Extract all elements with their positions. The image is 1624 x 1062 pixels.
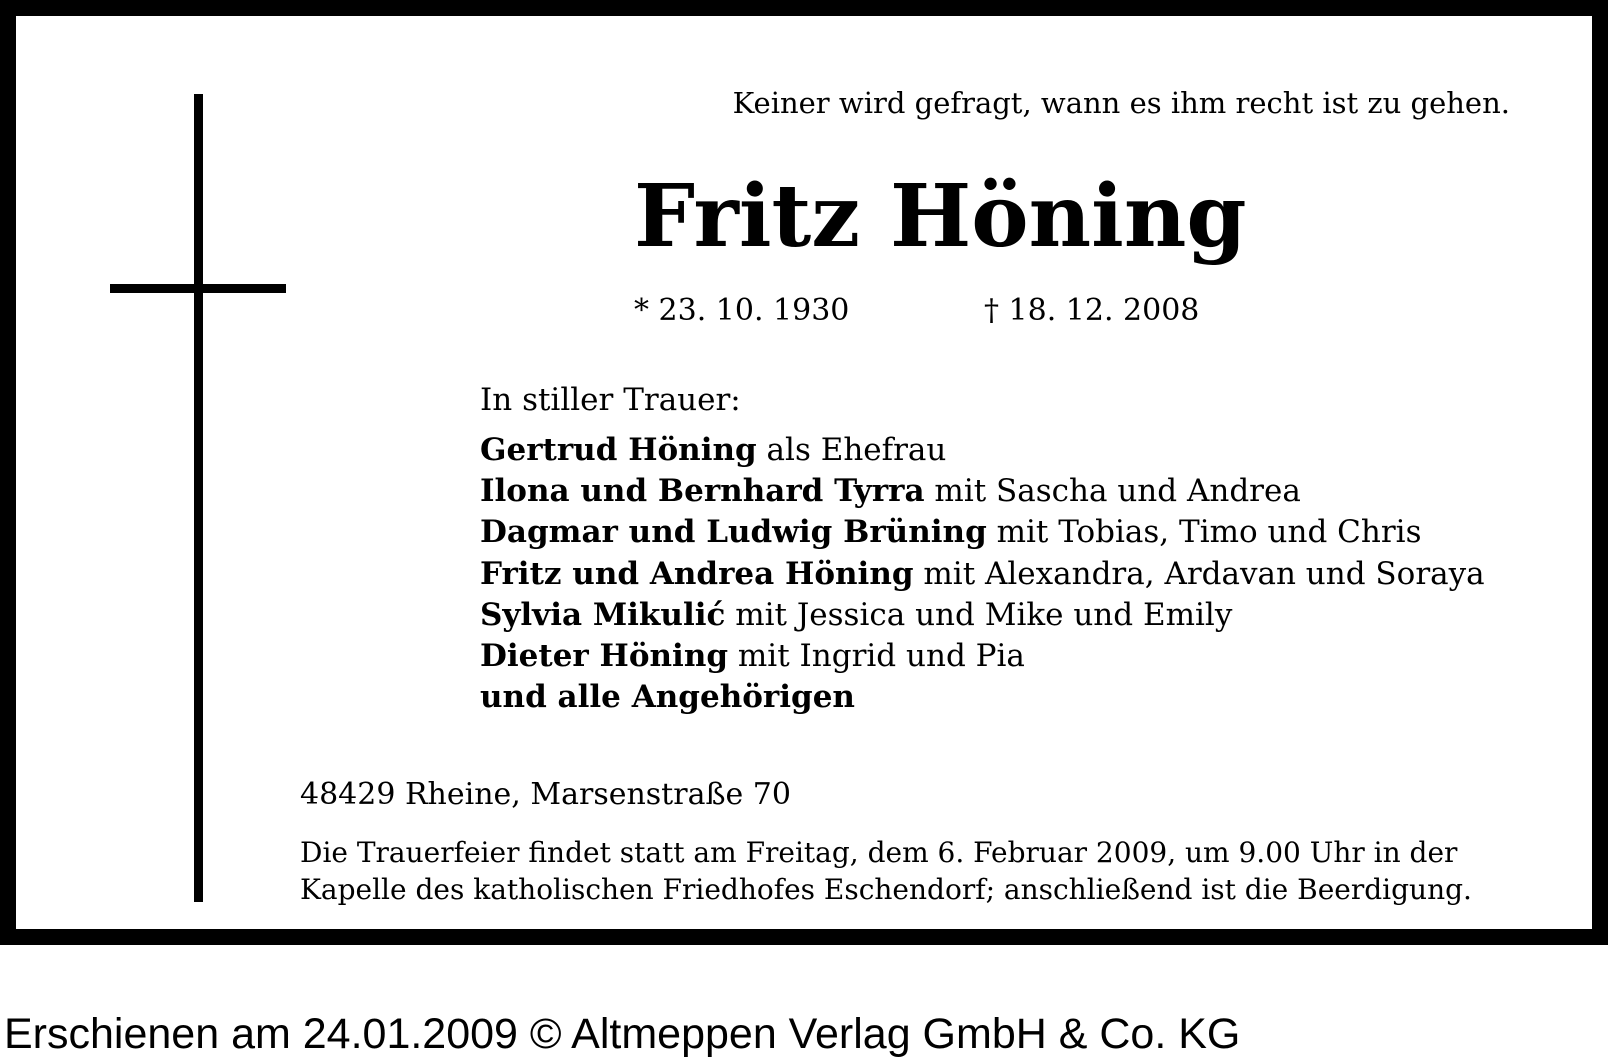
motto-quote: Keiner wird gefragt, wann es ihm recht ist zu gehen. — [732, 86, 1510, 120]
mourner-detail: mit Tobias, Timo und Chris — [986, 514, 1422, 551]
mourner-row — [480, 471, 1485, 512]
mourner-name: Dieter Höning — [480, 638, 729, 675]
mourner-detail: mit Alexandra, Ardavan und Soraya — [913, 555, 1485, 592]
deceased-name: Fritz Höning — [634, 166, 1247, 267]
mourner-detail: mit Ingrid und Pia — [728, 638, 1025, 675]
cross-horizontal-bar — [110, 284, 286, 293]
mourner-name: und alle Angehörigen — [480, 679, 855, 716]
cross-vertical-bar — [194, 94, 203, 902]
mourner-row — [480, 677, 1485, 718]
mourners-list — [480, 430, 1485, 718]
publication-credit: Erschienen am 24.01.2009 © Altmeppen Verlag GmbH & Co. KG — [4, 1010, 1241, 1058]
birth-date: * 23. 10. 1930 — [634, 293, 850, 328]
mourner-name: Fritz und Andrea Höning — [480, 555, 914, 592]
death-date: † 18. 12. 2008 — [984, 293, 1200, 328]
mourner-name: Gertrud Höning — [480, 432, 757, 468]
mourner-row — [480, 512, 1485, 553]
mourner-row — [480, 636, 1485, 677]
funeral-info-line: Kapelle des katholischen Friedhofes Eschendorf; anschließend ist die Beerdigung. — [300, 873, 1472, 906]
mourner-detail: mit Sascha und Andrea — [924, 473, 1301, 510]
mourner-row — [480, 554, 1485, 595]
mourner-detail: als Ehefrau — [756, 432, 947, 468]
funeral-info — [300, 834, 1560, 908]
mourner-name: Dagmar und Ludwig Brüning — [480, 514, 987, 551]
mourner-row — [480, 430, 1485, 471]
family-address: 48429 Rheine, Marsenstraße 70 — [300, 777, 791, 812]
mourner-detail: mit Jessica und Mike und Emily — [725, 596, 1233, 633]
mourner-row — [480, 595, 1485, 636]
grief-heading: In stiller Trauer: — [480, 382, 741, 418]
mourner-name: Ilona und Bernhard Tyrra — [480, 473, 925, 510]
funeral-info-line: Die Trauerfeier findet statt am Freitag, dem 6. Februar 2009, um 9.00 Uhr in der — [300, 836, 1458, 869]
mourner-name: Sylvia Mikulić — [480, 596, 726, 633]
